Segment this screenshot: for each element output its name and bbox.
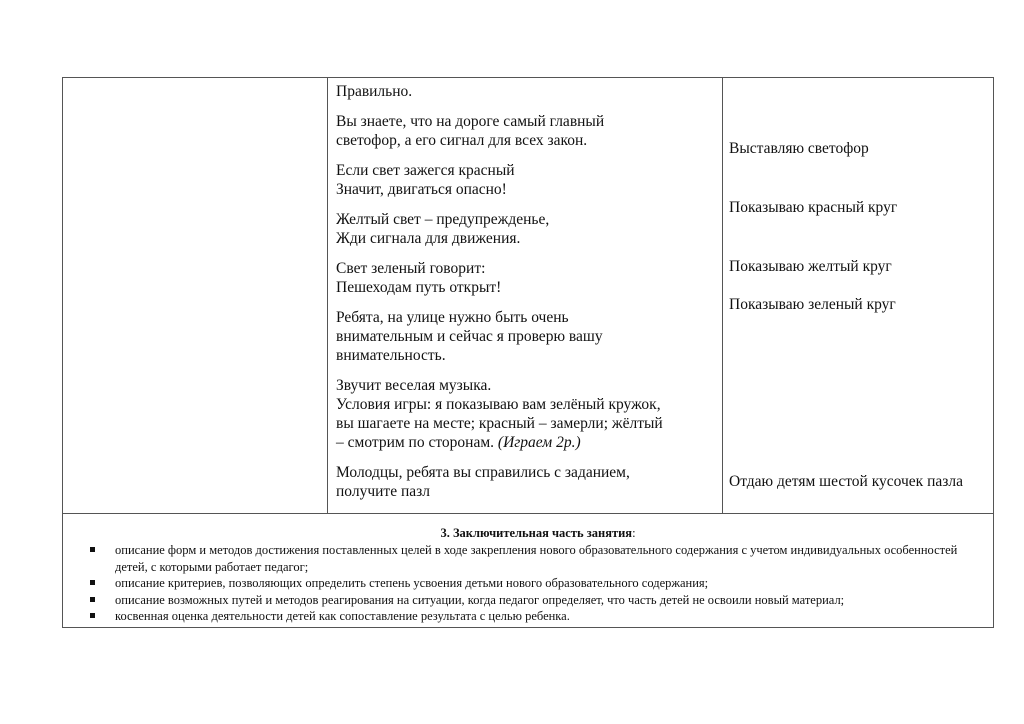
bullet-text: описание форм и методов достижения поставленных целей в ходе закрепления нового образовательного содержания с учетом индивидуальных особенностей детей, с которыми работает педагог; (115, 543, 958, 574)
list-item (87, 575, 989, 592)
square-bullet-icon (90, 597, 95, 602)
bullet-text: описание критериев, позволяющих определить степень усвоения детьми нового образовательного содержания; (115, 576, 709, 590)
summary-title (87, 526, 989, 541)
action-show-traffic-light: Выставляю светофор (729, 140, 869, 157)
dialogue-paragraph: Ребята, на улице нужно быть очень внимательным и сейчас я проверю вашу внимательность. (336, 309, 603, 364)
empty-stage-cell (63, 78, 328, 514)
summary-title-colon: : (632, 526, 636, 540)
dialogue-paragraph: Вы знаете, что на дороге самый главный светофор, а его сигнал для всех закон. (336, 113, 605, 149)
summary-cell (63, 514, 994, 628)
summary-row (63, 514, 994, 628)
bullet-text: описание возможных путей и методов реагирования на ситуации, когда педагог определяет, что часть детей не освоили новый материал; (115, 592, 845, 607)
action-show-green-circle: Показываю зеленый круг (729, 296, 896, 313)
action-show-yellow-circle: Показываю желтый круг (729, 258, 892, 275)
lesson-table (62, 77, 994, 628)
summary-bullet-list (87, 542, 989, 625)
square-bullet-icon (90, 580, 95, 585)
teacher-dialogue-cell (328, 78, 723, 514)
dialogue-paragraph: Правильно. (336, 83, 413, 100)
dialogue-paragraph: Желтый свет – предупрежденье, Жди сигнала для движения. (336, 211, 550, 247)
teacher-actions-cell (723, 78, 994, 514)
square-bullet-icon (90, 613, 95, 618)
action-show-red-circle: Показываю красный круг (729, 199, 898, 216)
action-give-puzzle-piece: Отдаю детям шестой кусочек пазла (729, 473, 963, 490)
dialogue-paragraph: Свет зеленый говорит: Пешеходам путь открыт! (336, 260, 502, 296)
game-rules-text: Звучит веселая музыка. Условия игры: я показываю вам зелёный кружок, вы шагаете на месте; красный – замерли; жёлтый – смотрим по сторонам. (336, 377, 663, 451)
list-item (87, 592, 989, 609)
dialogue-paragraph-game (336, 376, 714, 452)
square-bullet-icon (90, 547, 95, 552)
dialogue-paragraph: Молодцы, ребята вы справились с заданием, получите пазл (336, 464, 630, 500)
dialogue-paragraph: Если свет зажегся красный Значит, двигаться опасно! (336, 162, 515, 198)
game-rules-italic-note: (Играем 2р.) (497, 434, 581, 451)
summary-title-bold: 3. Заключительная часть занятия (440, 526, 633, 540)
lesson-row (63, 78, 994, 514)
list-item (87, 542, 989, 575)
list-item (87, 608, 989, 625)
bullet-text: косвенная оценка деятельности детей как сопоставление результата с целью ребенка. (115, 609, 570, 623)
